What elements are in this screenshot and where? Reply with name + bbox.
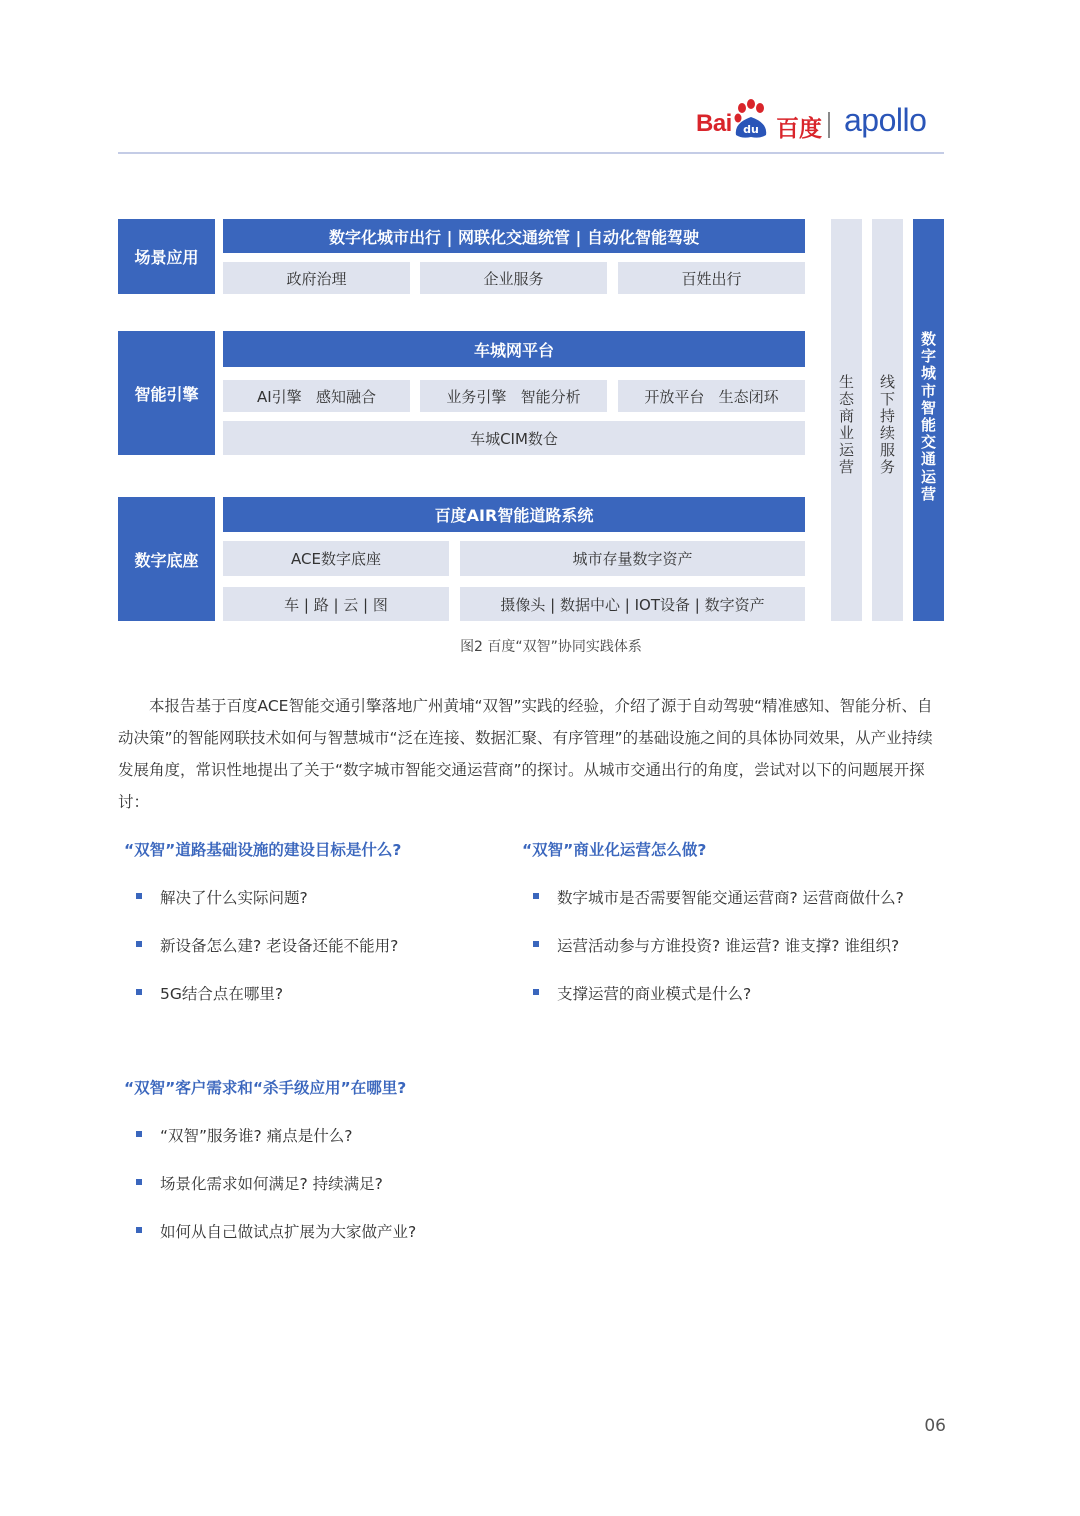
bullet-icon [533,941,539,947]
list-item: 数字城市是否需要智能交通运营商? 运营商做什么? [515,886,904,908]
column-char: 字 [920,347,936,366]
list-item: 支撑运营的商业模式是什么? [515,982,751,1004]
list-item: 5G结合点在哪里? [118,982,283,1004]
question-heading-infrastructure: “双智”道路基础设施的建设目标是什么? [124,841,402,859]
cell-devices-data: 摄像头 | 数据中心 | IOT设备 | 数字资产 [460,587,805,621]
column-char: 城 [920,364,936,383]
layer-bar-foundation: 百度AIR智能道路系统 [223,497,805,532]
column-char: 续 [879,424,895,442]
intro-paragraph [118,690,944,818]
brand-logo [696,96,946,144]
cell-cim-warehouse: 车城CIM数仓 [223,421,805,455]
question-heading-operations: “双智”商业化运营怎么做? [522,841,707,859]
figure-caption: 图2 百度“双智”协同实践体系 [460,639,642,655]
column-char: 服 [879,441,895,459]
column-operator-text [913,331,944,503]
bullet-icon [136,1227,142,1233]
page-number: 06 [924,1416,946,1436]
cell-vehicle-road-cloud-map: 车 | 路 | 云 | 图 [223,587,449,621]
intro-text: 本报告基于百度ACE智能交通引擎落地广州黄埔“双智”实践的经验，介绍了源于自动驾驶“精准感知、智能分析、自动决策”的智能网联技术如何与智慧城市“泛在连接、数据汇聚、有序管理”的基础设施之间的具体协同效果，从产业持续发展角度，常识性地提出了关于“数字城市智能交通运营商”的探讨。从城市交通出行的角度，尝试对以下的问题展开探讨： [118,697,933,811]
cell-ace-foundation: ACE数字底座 [223,541,449,576]
column-char: 营 [920,484,936,503]
svg-text:du: du [743,123,759,136]
list-item: 如何从自己做试点扩展为大家做产业? [118,1220,416,1242]
cell-government: 政府治理 [223,262,410,294]
column-eco-business [831,219,862,621]
list-item: “双智”服务谁? 痛点是什么? [118,1124,352,1146]
column-char: 线 [879,373,895,391]
cell-business-engine: 业务引擎 智能分析 [420,380,607,412]
paw-icon [730,99,774,139]
column-char: 商 [838,407,854,425]
column-char: 生 [838,373,854,391]
column-char: 营 [838,458,854,476]
column-char: 市 [920,381,936,400]
column-char: 智 [920,398,936,417]
list-item: 新设备怎么建? 老设备还能不能用? [118,934,398,956]
logo-apollo-text: apollo [844,102,927,138]
cell-open-platform: 开放平台 生态闭环 [618,380,805,412]
logo-divider [828,112,830,138]
bullet-icon [533,989,539,995]
layer-label-scenario: 场景应用 [118,219,215,294]
logo-du-text: 百度 [776,116,822,142]
list-item: 运营活动参与方谁投资? 谁运营? 谁支撑? 谁组织? [515,934,899,956]
column-char: 态 [838,390,854,408]
column-operator [913,219,944,621]
layer-bar-engine: 车城网平台 [223,331,805,367]
column-char: 通 [920,450,936,469]
column-char: 交 [920,433,936,452]
bullet-icon [136,893,142,899]
logo-bai-text: Bai [696,110,732,137]
layer-label-foundation: 数字底座 [118,497,215,621]
bullet-icon [136,1179,142,1185]
list-item: 解决了什么实际问题? [118,886,308,908]
bullet-icon [136,989,142,995]
column-char: 运 [920,467,936,486]
column-char: 数 [920,330,936,348]
cell-city-assets: 城市存量数字资产 [460,541,805,576]
bullet-icon [533,893,539,899]
layer-label-engine: 智能引擎 [118,331,215,455]
column-eco-business-text [831,374,862,476]
column-char: 下 [879,390,895,408]
column-char: 运 [838,441,854,459]
cell-enterprise: 企业服务 [420,262,607,294]
layer-bar-scenario: 数字化城市出行 | 网联化交通统管 | 自动化智能驾驶 [223,219,805,253]
question-heading-customers: “双智”客户需求和“杀手级应用”在哪里? [124,1079,407,1097]
list-item: 场景化需求如何满足? 持续满足? [118,1172,383,1194]
column-char: 能 [920,416,936,435]
cell-ai-engine: AI引擎 感知融合 [223,380,410,412]
column-offline-service-text [872,374,903,476]
column-offline-service [872,219,903,621]
header-rule [118,152,944,154]
bullet-icon [136,941,142,947]
column-char: 业 [838,424,854,442]
column-char: 持 [879,407,895,425]
bullet-icon [136,1131,142,1137]
cell-citizen: 百姓出行 [618,262,805,294]
column-char: 务 [879,458,895,476]
